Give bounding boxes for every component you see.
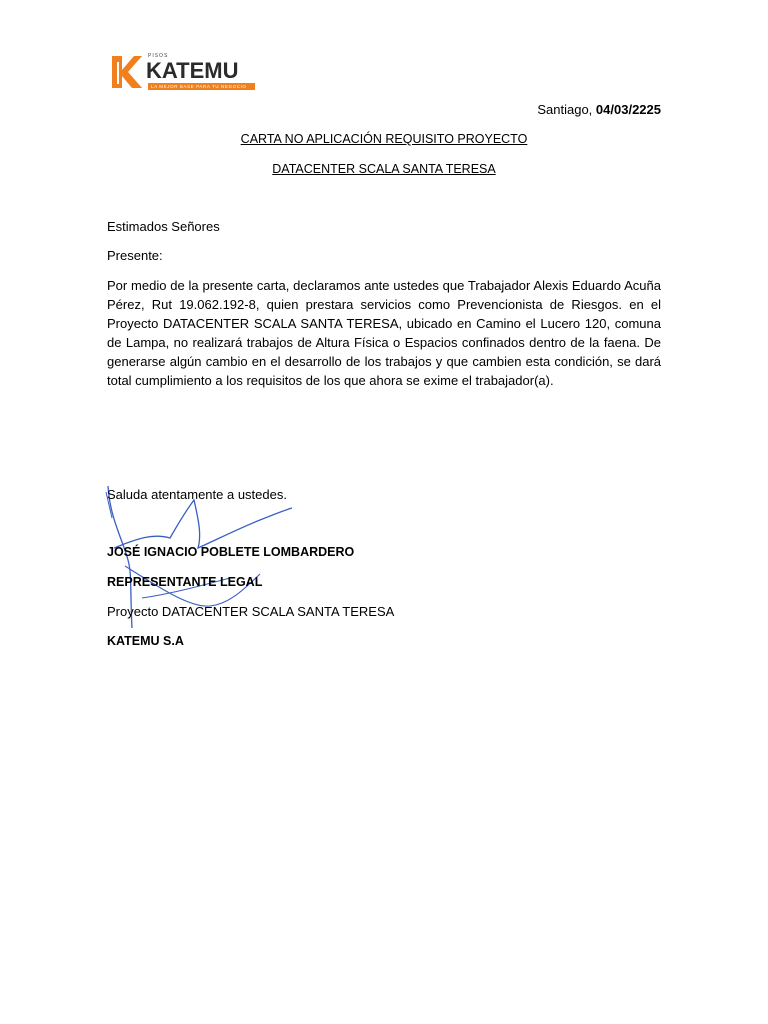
signer-role: REPRESENTANTE LEGAL <box>107 575 263 589</box>
letter-date <box>537 102 661 117</box>
project-name: Proyecto DATACENTER SCALA SANTA TERESA <box>107 604 395 619</box>
letter-body: Por medio de la presente carta, declaramos ante ustedes que Trabajador Alexis Eduardo Acuña Pérez, Rut 19.062.192-8, quien prestara servicios como Prevencionista de Riesgos. en el Proyecto DATACENTER SCALA SANTA TERESA, ubicado en Camino el Lucero 120, comuna de Lampa, no realizará trabajos de Altura Física o Espacios confinados dentro de la faena. De generarse algún cambio en el desarrollo de los trabajos y que cambien esta condición, se dará total cumplimiento a los requisitos de los que ahora se exime el trabajador(a). <box>107 278 661 388</box>
greeting: Estimados Señores <box>107 219 220 234</box>
logo-tagline: LA MEJOR BASE PARA TU NEGOCIO <box>148 83 255 90</box>
presente-label: Presente: <box>107 248 163 263</box>
handwritten-signature <box>70 478 315 648</box>
closing-text: Saluda atentamente a ustedes. <box>107 487 287 502</box>
company-name: KATEMU S.A <box>107 634 184 648</box>
logo-small-text: PISOS <box>148 53 169 59</box>
date-place: Santiago, <box>537 102 593 117</box>
signer-name: JOSÉ IGNACIO POBLETE LOMBARDERO <box>107 545 355 559</box>
katemu-k-icon <box>108 54 144 90</box>
letter-title-line1: CARTA NO APLICACIÓN REQUISITO PROYECTO <box>240 132 528 146</box>
letter-title-line2: DATACENTER SCALA SANTA TERESA <box>272 162 496 176</box>
date-value: 04/03/2225 <box>595 102 661 117</box>
logo-brand: KATEMU <box>146 58 239 83</box>
company-logo <box>108 52 258 94</box>
